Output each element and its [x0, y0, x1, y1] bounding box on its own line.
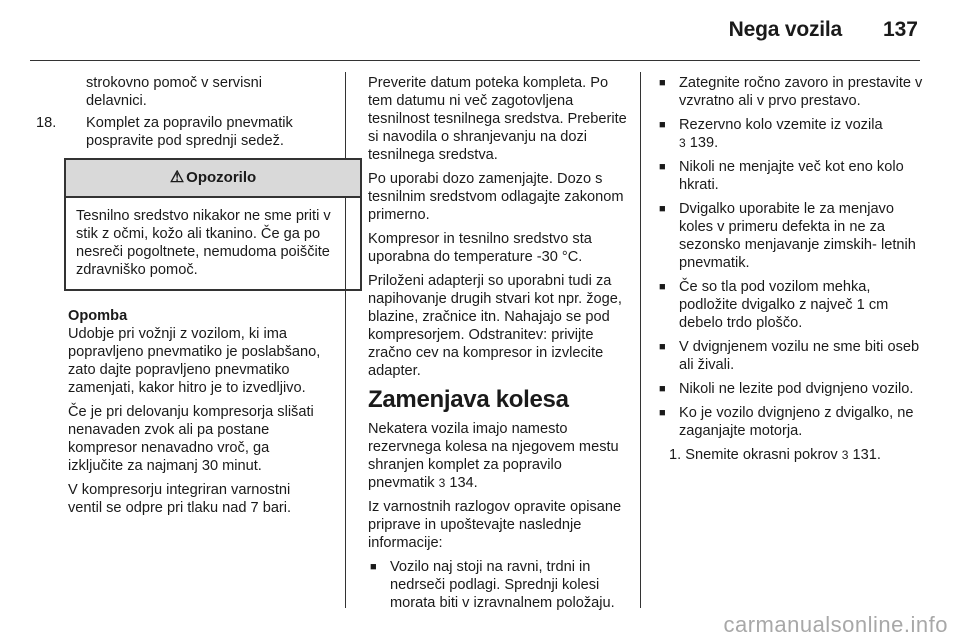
- warning-triangle-icon: ⚠: [169, 169, 185, 186]
- bullet-item: [657, 158, 927, 194]
- warning-box: [64, 158, 362, 291]
- header-divider: [30, 60, 920, 61]
- bullet-text: Nikoli ne menjajte več kot eno kolo hkrati.: [679, 159, 904, 193]
- page-reference-arrow-icon: 3: [841, 448, 849, 462]
- page-reference-arrow-icon: 3: [679, 136, 686, 150]
- bullet-item: [368, 558, 630, 612]
- bullet-text: V dvignjenem vozilu ne sme biti oseb ali živali.: [679, 339, 920, 373]
- bullet-square-icon: ■: [659, 203, 666, 215]
- bullet-item: [657, 200, 927, 272]
- bullet-square-icon: ■: [659, 383, 666, 395]
- list-item-18: [36, 114, 326, 150]
- paragraph-temperature: Kompresor in tesnilno sredstvo sta uporabna do temperature -30 °C.: [368, 231, 592, 265]
- column-left: [36, 74, 331, 523]
- warning-header: [66, 160, 360, 198]
- bullet-square-icon: ■: [659, 161, 666, 173]
- note-title: Opomba: [68, 308, 128, 324]
- bullet-item: [657, 116, 927, 152]
- list-item-number: 18.: [36, 115, 57, 131]
- note-paragraph-1: Udobje pri vožnji z vozilom, ki ima popravljeno pnevmatiko je poslabšano, zato dajte popravljeno pnevmatiko zamenjati, kakor hitro je to izvedljivo.: [68, 326, 321, 396]
- note-paragraph-2: Če je pri delovanju kompresorja slišati nenavaden zvok ali pa postane kompresor nenavadno vroč, ga izključite za najmanj 30 minut.: [68, 404, 314, 474]
- bullet-text: Ko je vozilo dvignjeno z dvigalko, ne zaganjajte motorja.: [679, 405, 914, 439]
- step-1: [657, 446, 927, 464]
- paragraph-intro-text: Nekatera vozila imajo namesto rezervnega kolesa na njegovem mestu shranjen komplet za popravilo pnevmatik: [368, 421, 619, 491]
- list-item-continued: strokovno pomoč v servisni delavnici.: [86, 75, 263, 109]
- bullet-text: Če so tla pod vozilom mehka, podložite dvigalko z največ 1 cm debelo trdo ploščo.: [679, 279, 889, 331]
- bullet-item: [657, 404, 927, 440]
- column-divider-left: [345, 72, 346, 608]
- bullet-square-icon: ■: [659, 77, 666, 89]
- column-middle: [368, 74, 630, 618]
- column-right: [657, 74, 927, 470]
- column-divider-right: [640, 72, 641, 608]
- bullet-text: Vozilo naj stoji na ravni, trdni in nedrseči podlagi. Sprednji kolesi morata biti v izravnalnem položaju.: [390, 559, 615, 611]
- step-number: 1.: [669, 447, 682, 463]
- bullet-text: Rezervno kolo vzemite iz vozila: [679, 117, 883, 133]
- section-heading: Zamenjava kolesa: [368, 386, 569, 413]
- bullet-item: [657, 74, 927, 110]
- bullet-text: Nikoli ne lezite pod dvignjeno vozilo.: [679, 381, 914, 397]
- paragraph-safety: Iz varnostnih razlogov opravite opisane priprave in upoštevajte naslednje informacije:: [368, 499, 622, 551]
- paragraph-disposal: Po uporabi dozo zamenjajte. Dozo s tesnilnim sredstvom odlagajte zakonom primerno.: [368, 171, 624, 223]
- page-header-title: Nega vozila: [728, 18, 842, 41]
- page-number: 137: [882, 18, 918, 41]
- bullet-item: [657, 380, 927, 398]
- paragraph-intro: [368, 420, 630, 492]
- bullet-text: Dvigalko uporabite le za menjavo koles v primeru defekta in ne za sezonsko menjavanje zimskih- letnih pnevmatik.: [679, 201, 916, 271]
- warning-title: Opozorilo: [186, 169, 257, 186]
- bullet-square-icon: ■: [659, 281, 666, 293]
- note-block: [68, 307, 326, 517]
- page-reference-arrow-icon: 3: [438, 476, 446, 490]
- paragraph-expiry: Preverite datum poteka kompleta. Po tem datumu ni več zagotovljena tesnilnost tesnilnega sredstva. Preberite si navodila o shranjevanju na dozi tesnilnega sredstva.: [368, 75, 627, 163]
- bullet-square-icon: ■: [659, 341, 666, 353]
- list-item-text: Komplet za popravilo pnevmatik pospravite pod sprednji sedež.: [86, 115, 293, 149]
- bullet-square-icon: ■: [659, 119, 666, 131]
- paragraph-adapters: Priloženi adapterji so uporabni tudi za napihovanje drugih stvari kot npr. žoge, blazine, zračnice itn. Nahajajo se pod kompresorjem. Odstranitev: privijte zračno cev na kompresor in izvlecite adapter.: [368, 273, 622, 379]
- bullet-text: Zategnite ročno zavoro in prestavite v vzvratno ali v prvo prestavo.: [679, 75, 923, 109]
- note-paragraph-3: V kompresorju integriran varnostni ventil se odpre pri tlaku nad 7 bari.: [68, 482, 292, 516]
- watermark-text: carmanualsonline.info: [723, 612, 948, 637]
- bullet-item: [657, 338, 927, 374]
- warning-text: Tesnilno sredstvo nikakor ne sme priti v stik z očmi, kožo ali tkanino. Če ga po nesreči pogoltnete, nemudoma poiščite zdravniško pomoč.: [76, 208, 331, 278]
- page-reference: 134.: [449, 475, 478, 491]
- bullet-square-icon: ■: [659, 407, 666, 419]
- bullet-square-icon: ■: [370, 561, 377, 573]
- page-reference: 131.: [852, 447, 881, 463]
- bullet-item: [657, 278, 927, 332]
- page-reference: 139.: [689, 135, 719, 151]
- step-text: Snemite okrasni pokrov: [685, 447, 838, 463]
